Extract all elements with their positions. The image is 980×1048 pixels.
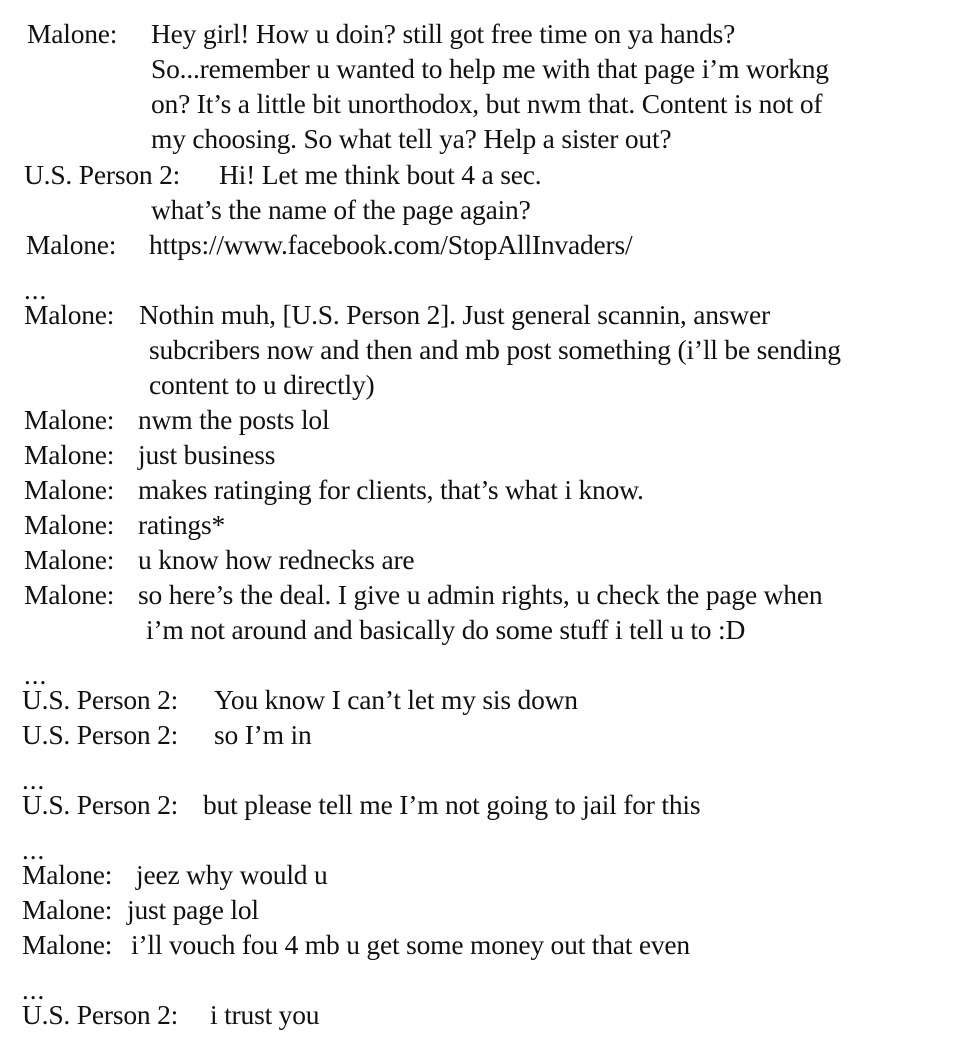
message-continuation (151, 87, 822, 121)
message-line (22, 858, 328, 892)
message-text: Hi! Let me think bout 4 a sec. (219, 159, 542, 190)
message-text: So...remember u wanted to help me with that page i’m workng (151, 53, 829, 84)
ellipsis-separator: ... (24, 660, 48, 690)
message-continuation (151, 52, 829, 86)
message-line (24, 298, 770, 332)
speaker-name: Malone: (24, 404, 115, 435)
message-text: what’s the name of the page again? (151, 194, 531, 225)
message-continuation (146, 613, 745, 647)
message-continuation (149, 368, 374, 402)
speaker-name: Malone: (24, 544, 115, 575)
message-text: my choosing. So what tell ya? Help a sister out? (151, 123, 672, 154)
speaker-name: Malone: (24, 299, 115, 330)
speaker-name: U.S. Person 2: (22, 684, 179, 715)
message-line (24, 578, 822, 612)
message-text: content to u directly) (149, 369, 375, 400)
message-continuation (151, 193, 531, 227)
message-text: nwm the posts lol (138, 404, 330, 435)
message-line (22, 788, 700, 822)
speaker-name: Malone: (22, 929, 113, 960)
message-line (22, 928, 690, 962)
message-line (22, 893, 259, 927)
message-line (24, 508, 225, 542)
message-text: i trust you (210, 999, 320, 1030)
message-text: i’m not around and basically do some stuff i tell u to :D (146, 614, 746, 645)
message-text: so I’m in (214, 719, 312, 750)
message-line (24, 158, 541, 192)
message-text: u know how rednecks are (138, 544, 415, 575)
speaker-name: Malone: (24, 579, 115, 610)
message-line (24, 473, 644, 507)
speaker-name: Malone: (26, 229, 117, 260)
message-text: i’ll vouch fou 4 mb u get some money out that even (131, 929, 690, 960)
speaker-name: Malone: (24, 474, 115, 505)
speaker-name: Malone: (22, 894, 113, 925)
message-line (26, 228, 632, 262)
ellipsis-separator: ... (22, 765, 46, 795)
message-text: makes ratinging for clients, that’s what i know. (138, 474, 644, 505)
ellipsis-separator: ... (24, 275, 48, 305)
ellipsis-separator: ... (22, 835, 46, 865)
message-line (22, 998, 319, 1032)
speaker-name: U.S. Person 2: (22, 719, 179, 750)
message-line (24, 403, 329, 437)
message-text: ratings* (138, 509, 225, 540)
message-line (24, 543, 414, 577)
message-line (22, 683, 578, 717)
speaker-name: U.S. Person 2: (22, 789, 179, 820)
message-line (22, 718, 312, 752)
message-text: jeez why would u (136, 859, 328, 890)
message-text: on? It’s a little bit unorthodox, but nwm that. Content is not of (151, 88, 823, 119)
ellipsis-separator: ... (22, 975, 46, 1005)
message-text: https://www.facebook.com/StopAllInvaders/ (149, 229, 633, 260)
speaker-name: Malone: (24, 509, 115, 540)
message-text: Nothin muh, [U.S. Person 2]. Just general scannin, answer (139, 299, 770, 330)
message-text: but please tell me I’m not going to jail for this (203, 789, 701, 820)
speaker-name: Malone: (24, 439, 115, 470)
message-text: subcribers now and then and mb post something (i’ll be sending (149, 334, 841, 365)
message-line (24, 438, 275, 472)
message-continuation (151, 122, 671, 156)
message-text: so here’s the deal. I give u admin rights, u check the page when (138, 579, 823, 610)
message-continuation (149, 333, 841, 367)
speaker-name: Malone: (22, 859, 113, 890)
message-text: just page lol (127, 894, 259, 925)
message-text: just business (138, 439, 276, 470)
message-text: Hey girl! How u doin? still got free time on ya hands? (151, 18, 736, 49)
message-text: You know I can’t let my sis down (214, 684, 578, 715)
speaker-name: U.S. Person 2: (24, 159, 181, 190)
speaker-name: U.S. Person 2: (22, 999, 179, 1030)
speaker-name: Malone: (27, 18, 118, 49)
message-line (27, 17, 735, 51)
